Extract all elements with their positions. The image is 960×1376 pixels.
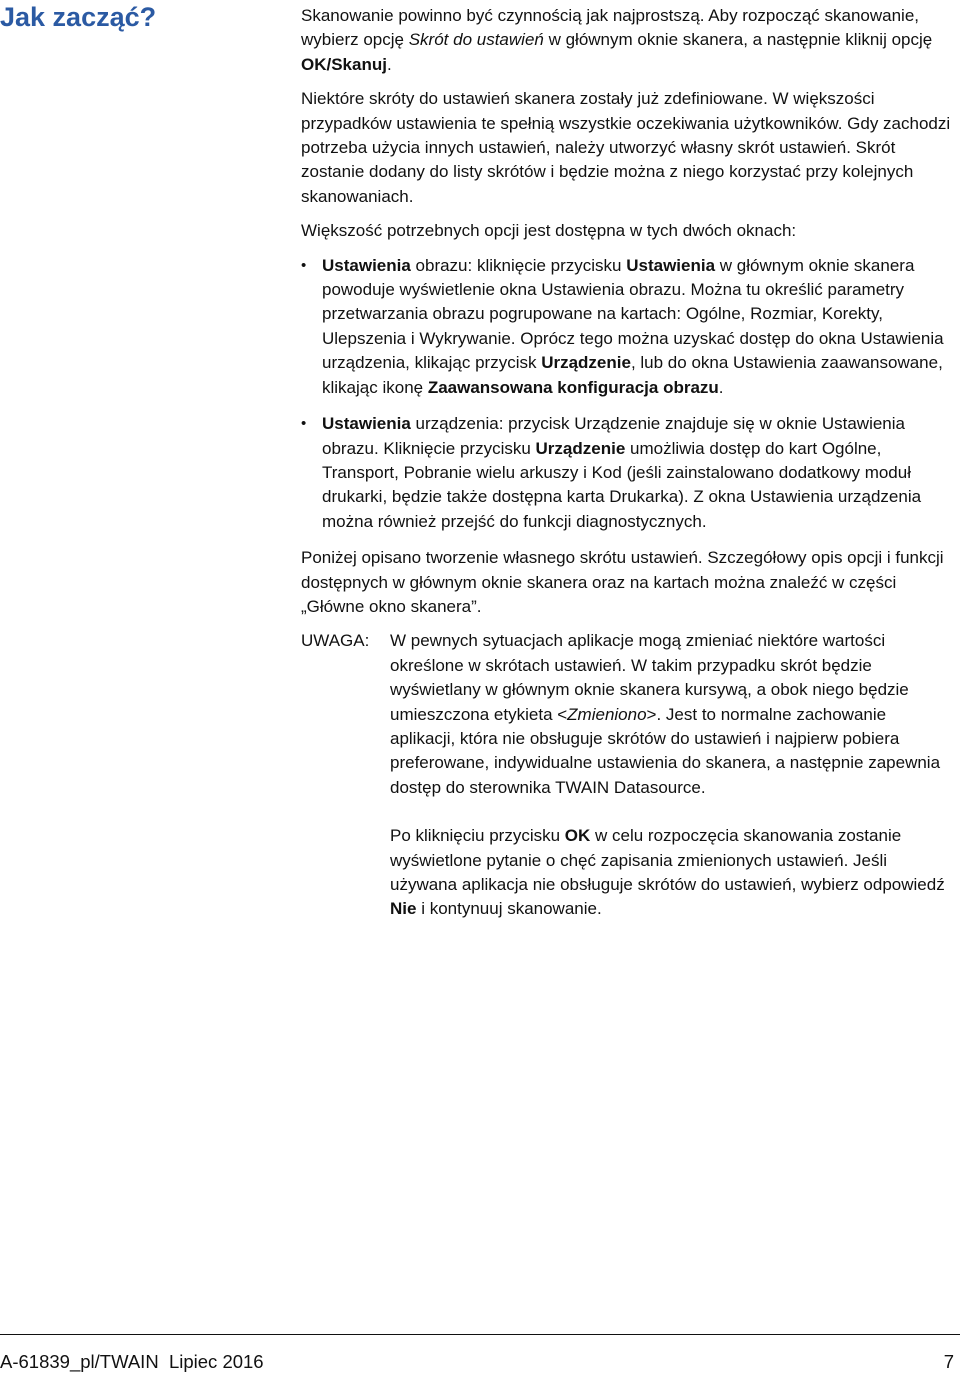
note-paragraph-1: W pewnych sytuacjach aplikacje mogą zmieniać niektóre wartości określone w skrótach ustawień. W takim przypadku skrót będzie wyświetlany w głównym oknie skanera kursywą, a obok niego będzie umieszczona etykieta <Zmieniono>. Jest to normalne zachowanie aplikacji, która nie obsługuje skrótów do ustawień i najpierw pobiera preferowane, indywidualne ustawienia do skanera, a następnie zapewnia dostęp do sterownika TWAIN Datasource. [390,631,941,797]
section-heading: Jak zacząć? [0,2,157,32]
note-block [301,629,956,921]
footer-divider [0,1334,960,1335]
list-item-device-settings: • Ustawienia urządzenia: przycisk Urządzenie znajduje się w oknie Ustawienia obrazu. Kliknięcie przycisku Urządzenie umożliwia dostęp do kart Ogólne, Transport, Pobranie wielu arkuszy i Kod (jeśli zainstalowano dodatkowy moduł drukarki, będzie także dostępna karta Drukarka). Z okna Ustawienia urządzenia można również przejść do funkcji diagnostycznych. [301,412,956,534]
footer-page-number: 7 [943,1351,954,1372]
custom-shortcut-paragraph: Poniżej opisano tworzenie własnego skrótu ustawień. Szczegółowy opis opcji i funkcji dostępnych w głównym oknie skanera oraz na kartach można znaleźć w części „Główne okno skanera”. [301,548,944,616]
shortcuts-paragraph: Niektóre skróty do ustawień skanera zostały już zdefiniowane. W większości przypadków ustawienia te spełnią wszystkie oczekiwania użytkowników. Gdy zachodzi potrzeba użycia innych ustawień, należy utworzyć własny skrót ustawień. Skrót zostanie dodany do listy skrótów i będzie można z niego korzystać przy kolejnych skanowaniach. [301,89,951,206]
section-body [301,4,956,946]
list-item-image-settings: • Ustawienia obrazu: kliknięcie przycisku Ustawienia w głównym oknie skanera powoduje wyświetlenie okna Ustawienia obrazu. Można tu określić parametry przetwarzania obrazu pogrupowane na kartach: Ogólne, Rozmiar, Korekty, Ulepszenia i Wykrywanie. Oprócz tego można uzyskać dostęp do okna Ustawienia urządzenia, klikając przycisk Urządzenie, lub do okna Ustawienia zaawansowane, klikając ikonę Zaawansowana konfiguracja obrazu. [301,254,956,400]
note-paragraph-2: Po kliknięciu przycisku OK w celu rozpoczęcia skanowania zostanie wyświetlone pytanie o chęć zapisania zmienionych ustawień. Jeśli używana aplikacja nie obsługuje skrótów do ustawień, wybierz odpowiedź Nie i kontynuuj skanowanie. [390,826,945,919]
windows-intro-paragraph: Większość potrzebnych opcji jest dostępna w tych dwóch oknach: [301,221,797,241]
intro-paragraph: Skanowanie powinno być czynnością jak najprostszą. Aby rozpocząć skanowanie, wybierz opcję Skrót do ustawień w głównym oknie skanera, a następnie kliknij opcję OK/Skanuj. [301,6,933,74]
footer-document-id: A-61839_pl/TWAIN Lipiec 2016 [0,1351,264,1372]
note-label: UWAGA: [301,631,370,651]
windows-list [301,254,956,534]
